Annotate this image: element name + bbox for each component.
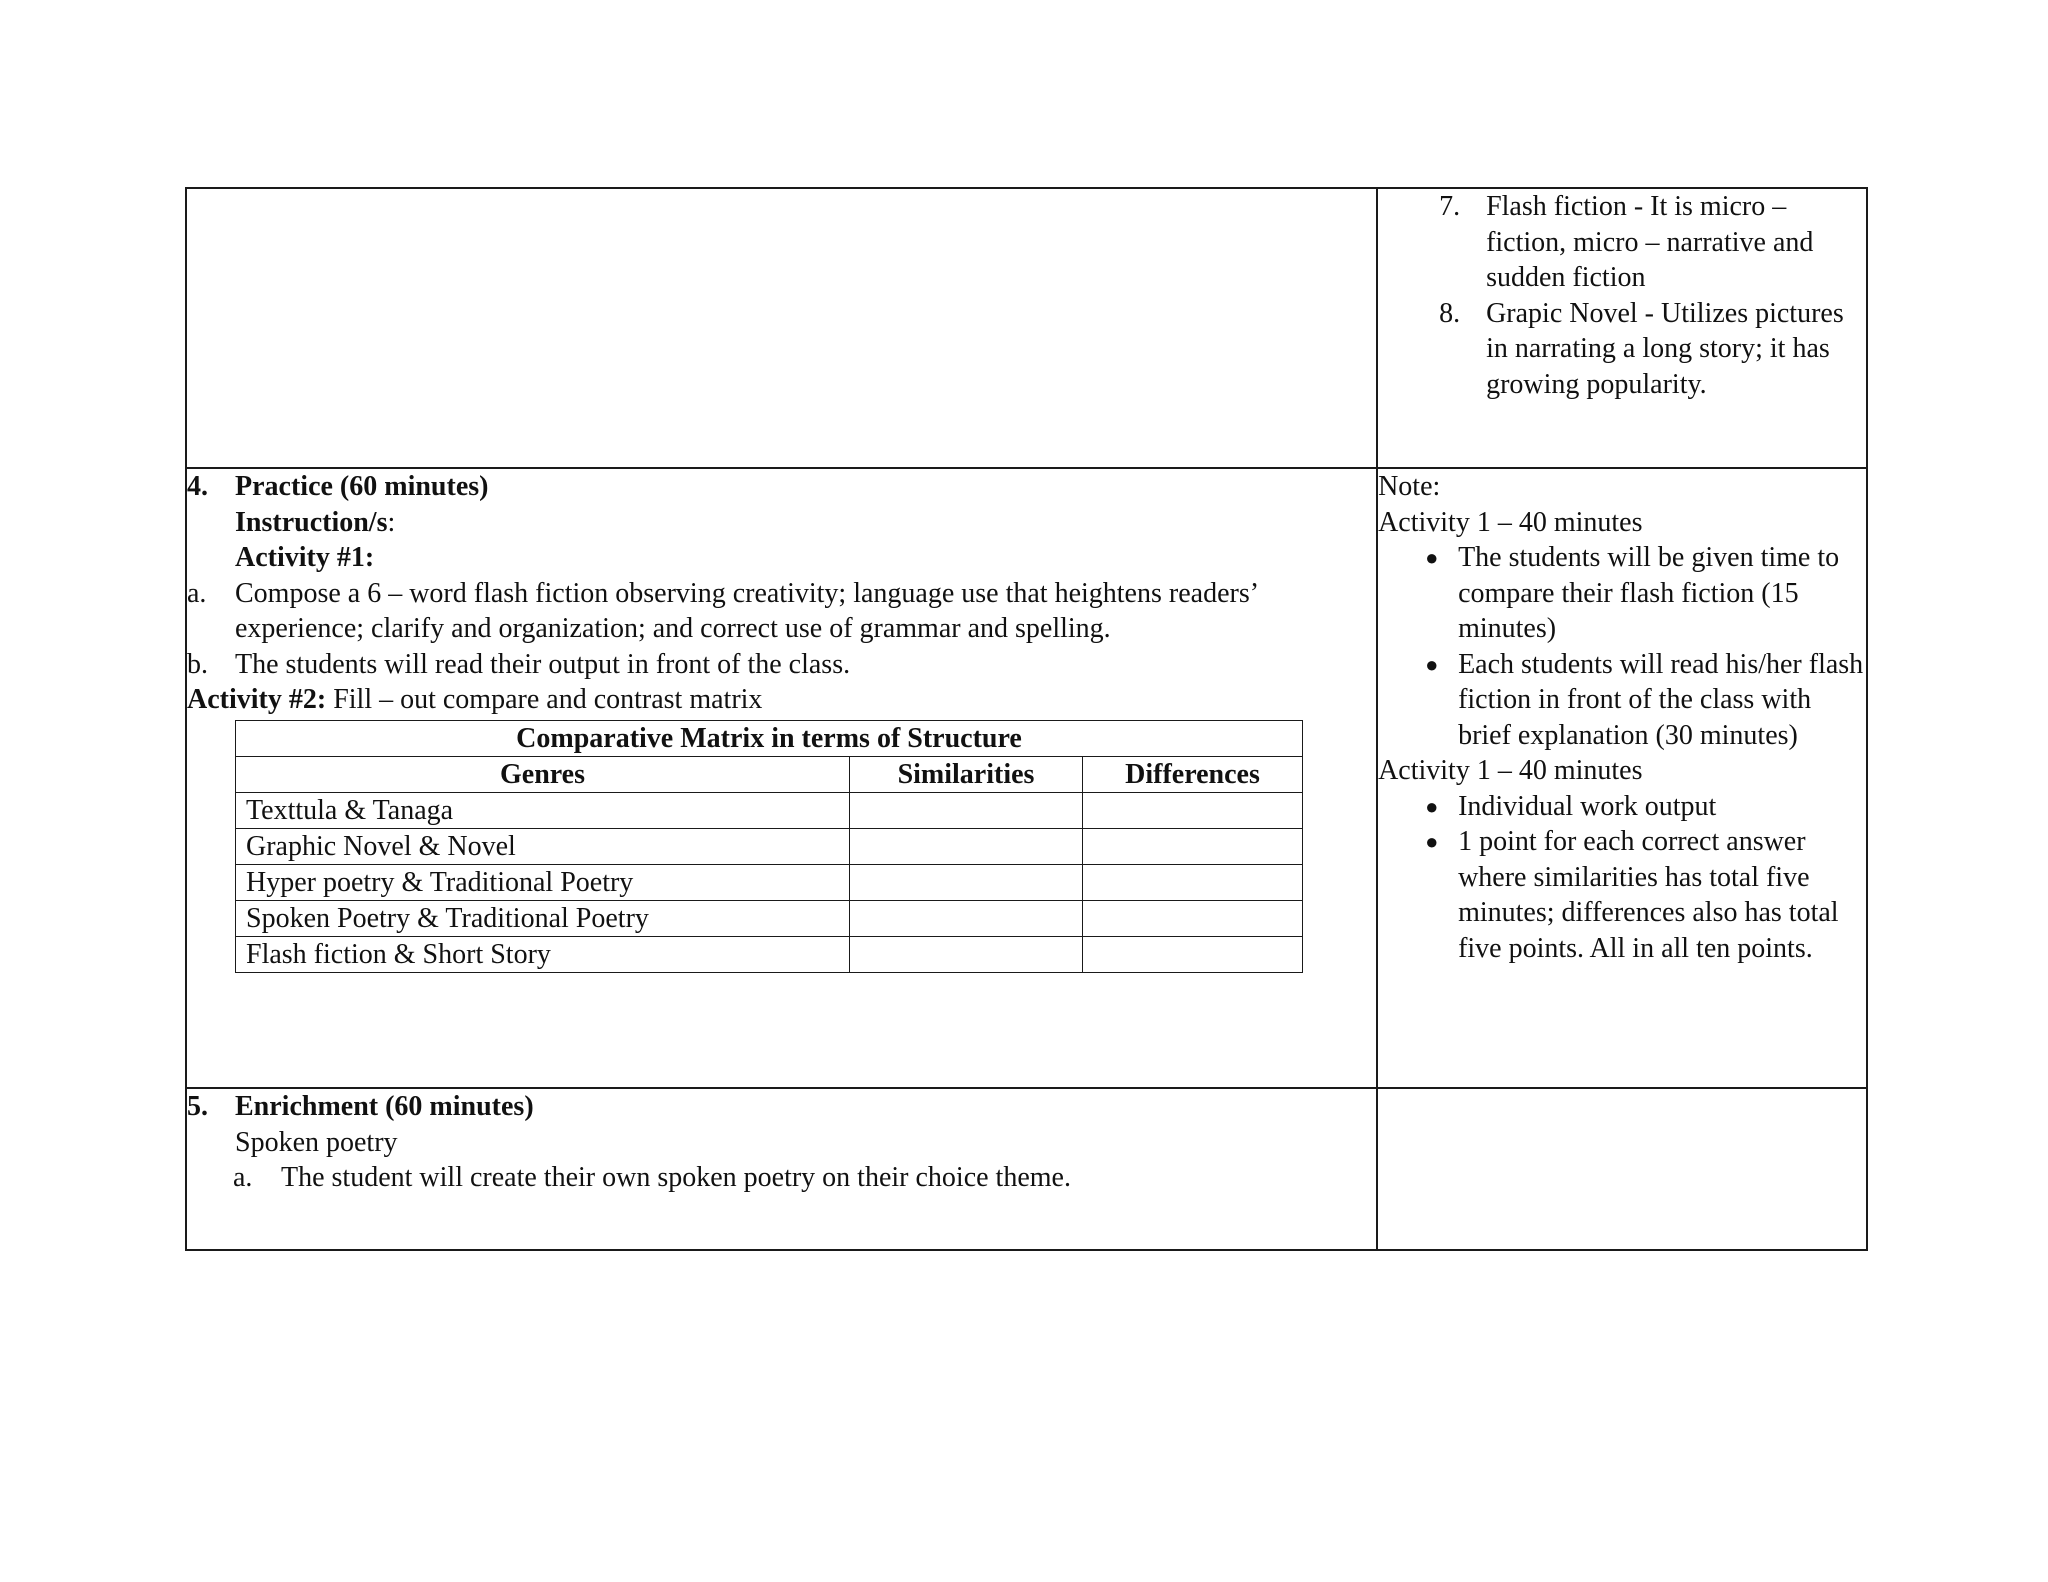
table-row <box>186 468 1867 1088</box>
enrichment-heading <box>187 1089 1376 1125</box>
item-letter: b. <box>187 648 208 680</box>
item-text: Grapic Novel - Utilizes pictures in narrating a long story; it has growing popularity. <box>1486 297 1844 400</box>
matrix-header-row <box>236 756 1303 792</box>
item-text: The students will be given time to compare their flash fiction (15 minutes) <box>1458 542 1840 644</box>
matrix-title: Comparative Matrix in terms of Structure <box>236 720 1303 756</box>
list-item <box>1378 540 1866 647</box>
column-header: Genres <box>236 756 850 792</box>
bullet-icon: ● <box>1425 545 1439 570</box>
item-text: The student will create their own spoken poetry on their choice theme. <box>281 1162 1071 1193</box>
empty-cell <box>1377 1088 1867 1250</box>
differences-cell <box>1083 936 1303 972</box>
activity2-text: Fill – out compare and contrast matrix <box>326 684 763 715</box>
matrix-row <box>236 936 1303 972</box>
list-item <box>187 647 1376 683</box>
bullet-icon: ● <box>1425 793 1439 819</box>
item-text: 1 point for each correct answer where similarities has total five minutes; differences also has total five points. All in all ten points. <box>1458 826 1839 964</box>
section-number: 5. <box>187 1091 208 1122</box>
list-item <box>187 1160 1376 1196</box>
similarities-cell <box>850 936 1083 972</box>
empty-cell <box>186 188 1377 468</box>
practice-cell <box>186 468 1377 1088</box>
genre-list <box>1378 189 1866 402</box>
instruction-label: Instruction/s <box>235 506 388 538</box>
notes-bullet-list <box>1378 789 1866 967</box>
enrichment-subtitle: Spoken poetry <box>235 1126 398 1158</box>
item-number: 7. <box>1439 191 1461 222</box>
activity1-label: Activity #1: <box>235 542 375 573</box>
item-text: Each students will read his/her flash fiction in front of the class with brief explanation (30 minutes) <box>1458 648 1864 751</box>
differences-cell <box>1083 864 1303 900</box>
genre-cell: Hyper poetry & Traditional Poetry <box>236 864 850 900</box>
column-header: Differences <box>1083 756 1303 792</box>
item-number: 8. <box>1439 297 1461 329</box>
activity-time-label: Activity 1 – 40 minutes <box>1378 506 1643 538</box>
genre-cell: Spoken Poetry & Traditional Poetry <box>236 900 850 936</box>
similarities-cell <box>850 792 1083 828</box>
similarities-cell <box>850 900 1083 936</box>
similarities-cell <box>850 864 1083 900</box>
notes-bullet-list <box>1378 540 1866 753</box>
bullet-icon: ● <box>1425 651 1439 677</box>
table-row <box>186 188 1867 468</box>
item-letter: a. <box>187 577 207 609</box>
item-letter: a. <box>233 1162 253 1193</box>
section-title: Enrichment (60 minutes) <box>235 1091 534 1122</box>
genre-cell: Graphic Novel & Novel <box>236 828 850 864</box>
matrix-title-row <box>236 720 1303 756</box>
note-label: Note: <box>1378 471 1441 502</box>
bullet-icon: ● <box>1425 829 1439 854</box>
differences-cell <box>1083 828 1303 864</box>
list-item <box>187 576 1376 647</box>
matrix-row <box>236 864 1303 900</box>
list-item <box>1378 824 1866 966</box>
similarities-cell <box>850 828 1083 864</box>
column-header: Similarities <box>850 756 1083 792</box>
item-text: The students will read their output in front of the class. <box>235 648 851 680</box>
genre-cell: Flash fiction & Short Story <box>236 936 850 972</box>
differences-cell <box>1083 792 1303 828</box>
comparative-matrix <box>235 720 1303 973</box>
section-number: 4. <box>187 471 208 502</box>
matrix-row <box>236 828 1303 864</box>
activity2-line <box>187 682 1376 718</box>
instruction-line <box>187 505 1376 541</box>
item-text: Individual work output <box>1458 790 1717 822</box>
genre-definitions-cell <box>1377 188 1867 468</box>
item-text: Compose a 6 – word flash fiction observing creativity; language use that heightens readers’ experience; clarify and organization; and correct use of grammar and spelling. <box>235 577 1257 644</box>
activity-time-label: Activity 1 – 40 minutes <box>1378 755 1643 786</box>
table-row <box>186 1088 1867 1250</box>
genre-cell: Texttula & Tanaga <box>236 792 850 828</box>
enrichment-list <box>187 1160 1376 1196</box>
enrichment-cell <box>186 1088 1377 1250</box>
notes-cell <box>1377 468 1867 1088</box>
matrix-row <box>236 792 1303 828</box>
differences-cell <box>1083 900 1303 936</box>
lesson-plan-table <box>185 187 1868 1251</box>
matrix-row <box>236 900 1303 936</box>
list-item <box>1378 789 1866 825</box>
list-item <box>1378 647 1866 754</box>
activity2-label: Activity #2: <box>187 684 327 715</box>
list-item <box>1378 189 1866 296</box>
instruction-colon: : <box>387 506 396 538</box>
section-title: Practice (60 minutes) <box>235 471 489 502</box>
practice-heading <box>187 469 1376 505</box>
item-text: Flash fiction - It is micro – fiction, micro – narrative and sudden fiction <box>1486 191 1814 293</box>
list-item <box>1378 296 1866 403</box>
activity1-list <box>187 576 1376 683</box>
